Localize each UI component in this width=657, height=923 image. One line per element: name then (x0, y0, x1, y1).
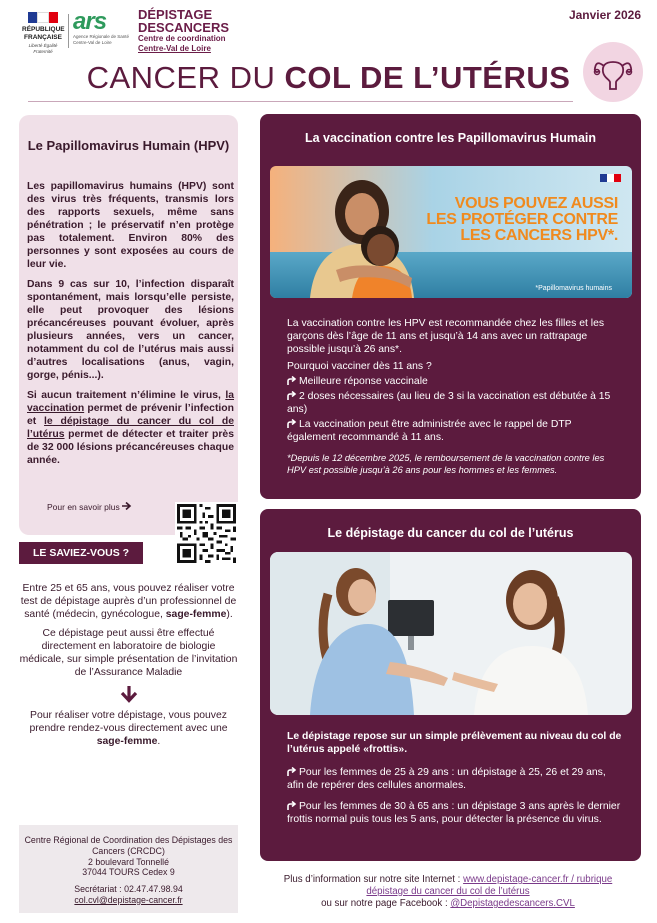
vaccination-link[interactable]: la vaccination (27, 390, 234, 414)
depistage-logo-line2: DESCANCERS (138, 20, 230, 35)
page-footer (248, 874, 648, 910)
footer-site-label: Plus d’information sur notre site Internet : (283, 874, 464, 885)
curved-arrow-icon (287, 801, 297, 810)
vaccination-bullet-3 (287, 418, 622, 444)
learn-more-label: Pour en savoir plus (47, 502, 120, 512)
saviez-p3-b: sage-femme (96, 736, 158, 747)
saviez-body (19, 582, 238, 754)
page-title-light: CANCER DU (86, 60, 285, 95)
rf-motto: Liberté Égalité Fraternité (28, 43, 58, 54)
saviez-p1-b: sage-femme (165, 609, 227, 620)
saviez-paragraph-1 (19, 582, 238, 621)
saviez-p3-a: Pour réaliser votre dépistage, vous pouvez prendre rendez-vous directement avec une (29, 710, 228, 734)
depistage-subtitle: Centre de coordination (138, 34, 226, 43)
ars-subtitle: Agence Régionale de Santé Centre-Val de Loire (73, 34, 130, 45)
saviez-paragraph-2: Ce dépistage peut aussi être effectué directement en laboratoire de biologie médicale, sur simple présentation de l’invitation de l’Assurance Maladie (19, 628, 238, 678)
learn-more[interactable] (47, 502, 132, 512)
arrow-down-icon (119, 685, 139, 703)
logo-divider (68, 14, 69, 48)
saviez-p3-c: . (157, 736, 161, 747)
hpv-p3-c: permet de détecter et traiter près de 32 000 lésions précancéreuses chaque année. (27, 429, 234, 466)
vaccination-section (260, 114, 641, 499)
hpv-paragraph-2: Dans 9 cas sur 10, l’infection disparaît spontanément, mais lorsqu’elle persiste, elle peut provoquer des lésions précancéreuses pouvant évoluer, après plusieurs années, vers un cancer, notamment du col de l’utérus mais aussi d’autres localisations (anus, vagin, gorge, pénis...). (27, 279, 234, 381)
address-phone: Secrétariat : 02.47.47.98.94 (74, 884, 183, 895)
hpv-paragraph-1: Les papillomavirus humains (HPV) sont des virus très fréquents, transmis lors des rapports sexuels, même sans pénétration ; le préservatif n’en protège pas totalement. Environ 80% des personnes y sont exposées au cours de leur vie. (27, 181, 234, 270)
qr-code[interactable] (175, 502, 238, 565)
curved-arrow-icon (287, 419, 297, 428)
address-org: Centre Régional de Coordination des Dépistages des Cancers (CRCDC) (24, 835, 233, 856)
footer-line-2 (248, 886, 648, 898)
banner-line-3: LES CANCERS HPV*. (460, 227, 618, 244)
depistage-photo (270, 552, 632, 715)
curved-arrow-icon (287, 767, 297, 776)
vaccination-bullet-1-text: Meilleure réponse vaccinale (299, 376, 428, 387)
rubrique-link[interactable]: dépistage du cancer du col de l’utérus (366, 886, 530, 897)
banner-line-2: LES PROTÉGER CONTRE (426, 211, 618, 228)
vaccination-bullet-2-text: 2 doses nécessaires (au lieu de 3 si la vaccination est débutée à 15 ans) (287, 391, 611, 415)
page-title-bold: COL DE L’UTÉRUS (284, 60, 571, 95)
hpv-p3-b: permet de prévenir l’infection et (27, 403, 234, 427)
vaccination-bullet-2 (287, 390, 622, 416)
depistage-bullet-1-text: Pour les femmes de 25 à 29 ans : un dépistage à 25, 26 et 29 ans, afin de repérer des cellules anormales. (287, 767, 606, 791)
depistage-bullet-2-text: Pour les femmes de 30 à 65 ans : un dépistage 3 ans après le dernier frottis normal puis tous les 5 ans, pour détecter la présence du virus. (287, 801, 621, 825)
footer-line-1 (248, 874, 648, 886)
depistage-text (287, 730, 622, 834)
hpv-panel (19, 115, 238, 535)
banner-footnote: *Papillomavirus humains (535, 285, 612, 292)
footer-line-3 (248, 898, 648, 910)
footer-facebook-label: ou sur notre page Facebook : (321, 898, 451, 909)
title-underline (28, 101, 573, 102)
ars-logo (73, 10, 133, 45)
vaccination-title: La vaccination contre les Papillomavirus Humain (304, 131, 597, 145)
hpv-p3-a: Si aucun traitement n’élimine le virus, (27, 390, 226, 401)
page-title (0, 60, 657, 96)
hpv-body (27, 180, 234, 474)
vaccination-banner-slogan (426, 196, 618, 244)
depistage-link[interactable]: le dépistage du cancer du col de l’utérus (27, 416, 234, 440)
republique-francaise-logo (22, 12, 64, 54)
contact-address (19, 825, 238, 913)
depistage-section (260, 509, 641, 861)
issue-date: Janvier 2026 (568, 8, 641, 22)
vaccination-paragraph-1: La vaccination contre les HPV est recommandée chez les filles et les garçons dès l’âge de 11 ans et jusqu’à 14 ans avec un rattrapage possible jusqu’à 26 ans*. (287, 318, 605, 355)
rf-text: RÉPUBLIQUE FRANÇAISE (22, 26, 65, 41)
uterus-icon (583, 42, 643, 102)
website-link[interactable]: www.depistage-cancer.fr / rubrique (463, 874, 613, 885)
hpv-title: Le Papillomavirus Humain (HPV) (27, 138, 230, 153)
depistage-title: Le dépistage du cancer du col de l’utérus (327, 526, 574, 540)
saviez-p1-c: ). (226, 609, 233, 620)
vaccination-bullet-3-text: La vaccination peut être administrée avec le rappel de DTP également recommandé à 11 ans. (287, 419, 572, 443)
vaccination-text (287, 317, 622, 478)
vaccination-bullet-1 (287, 375, 622, 388)
address-street: 2 boulevard Tonnellé (87, 856, 170, 867)
banner-line-1: VOUS POUVEZ AUSSI (454, 195, 618, 212)
vaccination-banner-image (270, 166, 632, 298)
vaccination-footnote: *Depuis le 12 décembre 2025, le remboursement de la vaccination contre les HPV est possible jusqu’à 26 ans pour les hommes et les femmes. (287, 453, 605, 475)
address-city: 37044 TOURS Cedex 9 (82, 867, 175, 878)
saviez-p1-a: Entre 25 et 65 ans, vous pouvez réaliser votre test de dépistage auprès d’un professionnel de santé (médecin, gynécologue, (20, 583, 237, 620)
hpv-paragraph-3 (27, 389, 234, 467)
facebook-link[interactable]: @Depistagedescancers.CVL (450, 898, 575, 909)
address-email-link[interactable]: col.cvl@depistage-cancer.fr (74, 894, 183, 905)
french-flag-icon (28, 12, 58, 23)
depistage-bullet-1 (287, 766, 622, 792)
saviez-vous-label: LE SAVIEZ-VOUS ? (19, 542, 143, 564)
depistage-logo (138, 8, 278, 54)
depistage-region: Centre-Val de Loire (138, 44, 211, 53)
ars-logo-text: ars (73, 8, 107, 35)
depistage-bullet-2 (287, 800, 622, 826)
depistage-logo-line1: DÉPISTAGE (138, 7, 213, 22)
curved-arrow-icon (287, 376, 297, 385)
curved-arrow-icon (287, 391, 297, 400)
vaccination-question: Pourquoi vacciner dès 11 ans ? (287, 361, 432, 372)
saviez-paragraph-3 (19, 709, 238, 748)
arrow-right-icon (122, 502, 132, 510)
depistage-lead: Le dépistage repose sur un simple prélèvement au niveau du col de l’utérus appelé «frottis». (287, 731, 622, 755)
page-header (0, 0, 657, 110)
